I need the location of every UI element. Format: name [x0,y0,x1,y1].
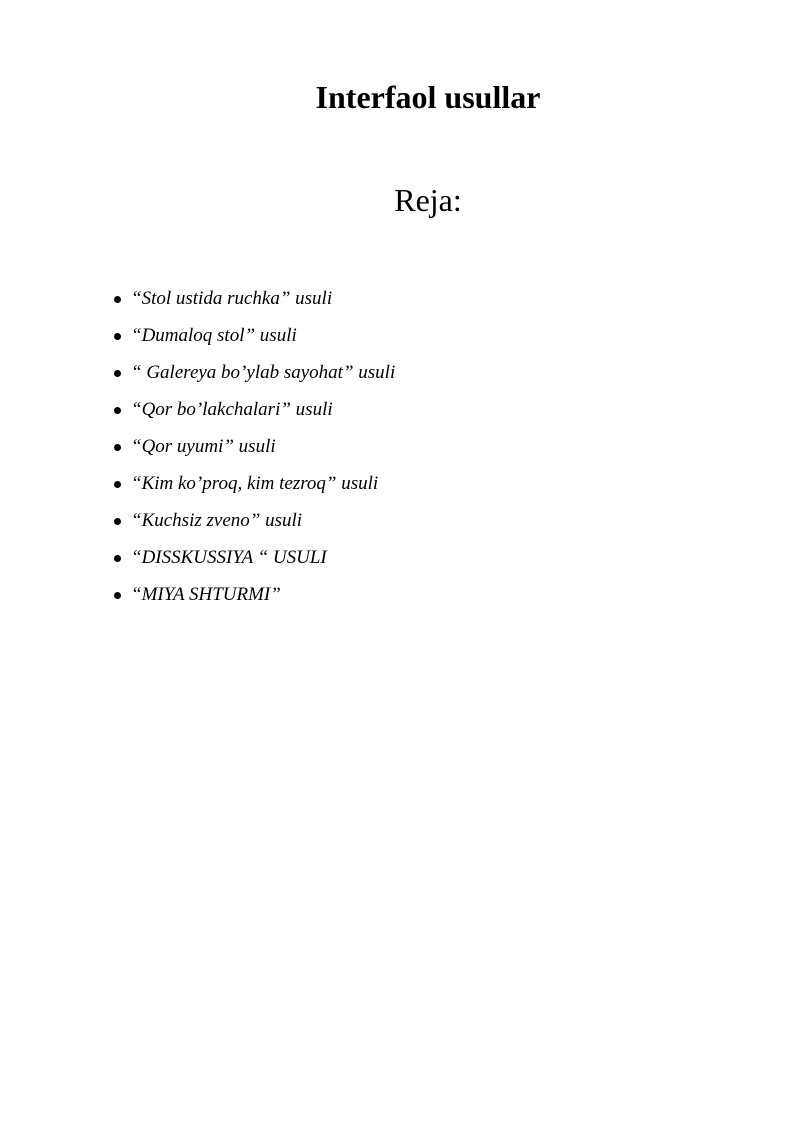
list-item-text: “Stol ustida ruchka” usuli [131,287,333,309]
list-item-text: “MIYA SHTURMI” [131,583,281,605]
bullet-icon [114,370,121,377]
list-item [114,465,395,502]
list-item-text: “Qor uyumi” usuli [131,435,276,457]
list-item [114,539,395,576]
bullet-icon [114,444,121,451]
list-item-text: “DISSKUSSIYA “ USULI [131,546,327,568]
plan-list [114,280,395,613]
list-item [114,428,395,465]
list-item-text: “Dumaloq stol” usuli [131,324,297,346]
list-item-text: “Qor bo’lakchalari” usuli [131,398,333,420]
list-item [114,317,395,354]
list-item [114,576,395,613]
bullet-icon [114,333,121,340]
bullet-icon [114,296,121,303]
list-item [114,280,395,317]
list-item [114,354,395,391]
list-item-text: “Kuchsiz zveno” usuli [131,509,303,531]
bullet-icon [114,407,121,414]
plan-heading: Reja: [394,182,462,218]
bullet-icon [114,592,121,599]
bullet-icon [114,481,121,488]
bullet-icon [114,518,121,525]
list-item-text: “Kim ko’proq, kim tezroq” usuli [131,472,379,494]
list-item [114,502,395,539]
bullet-icon [114,555,121,562]
list-item [114,391,395,428]
page-title: Interfaol usullar [315,79,541,115]
list-item-text: “ Galereya bo’ylab sayohat” usuli [131,361,396,383]
